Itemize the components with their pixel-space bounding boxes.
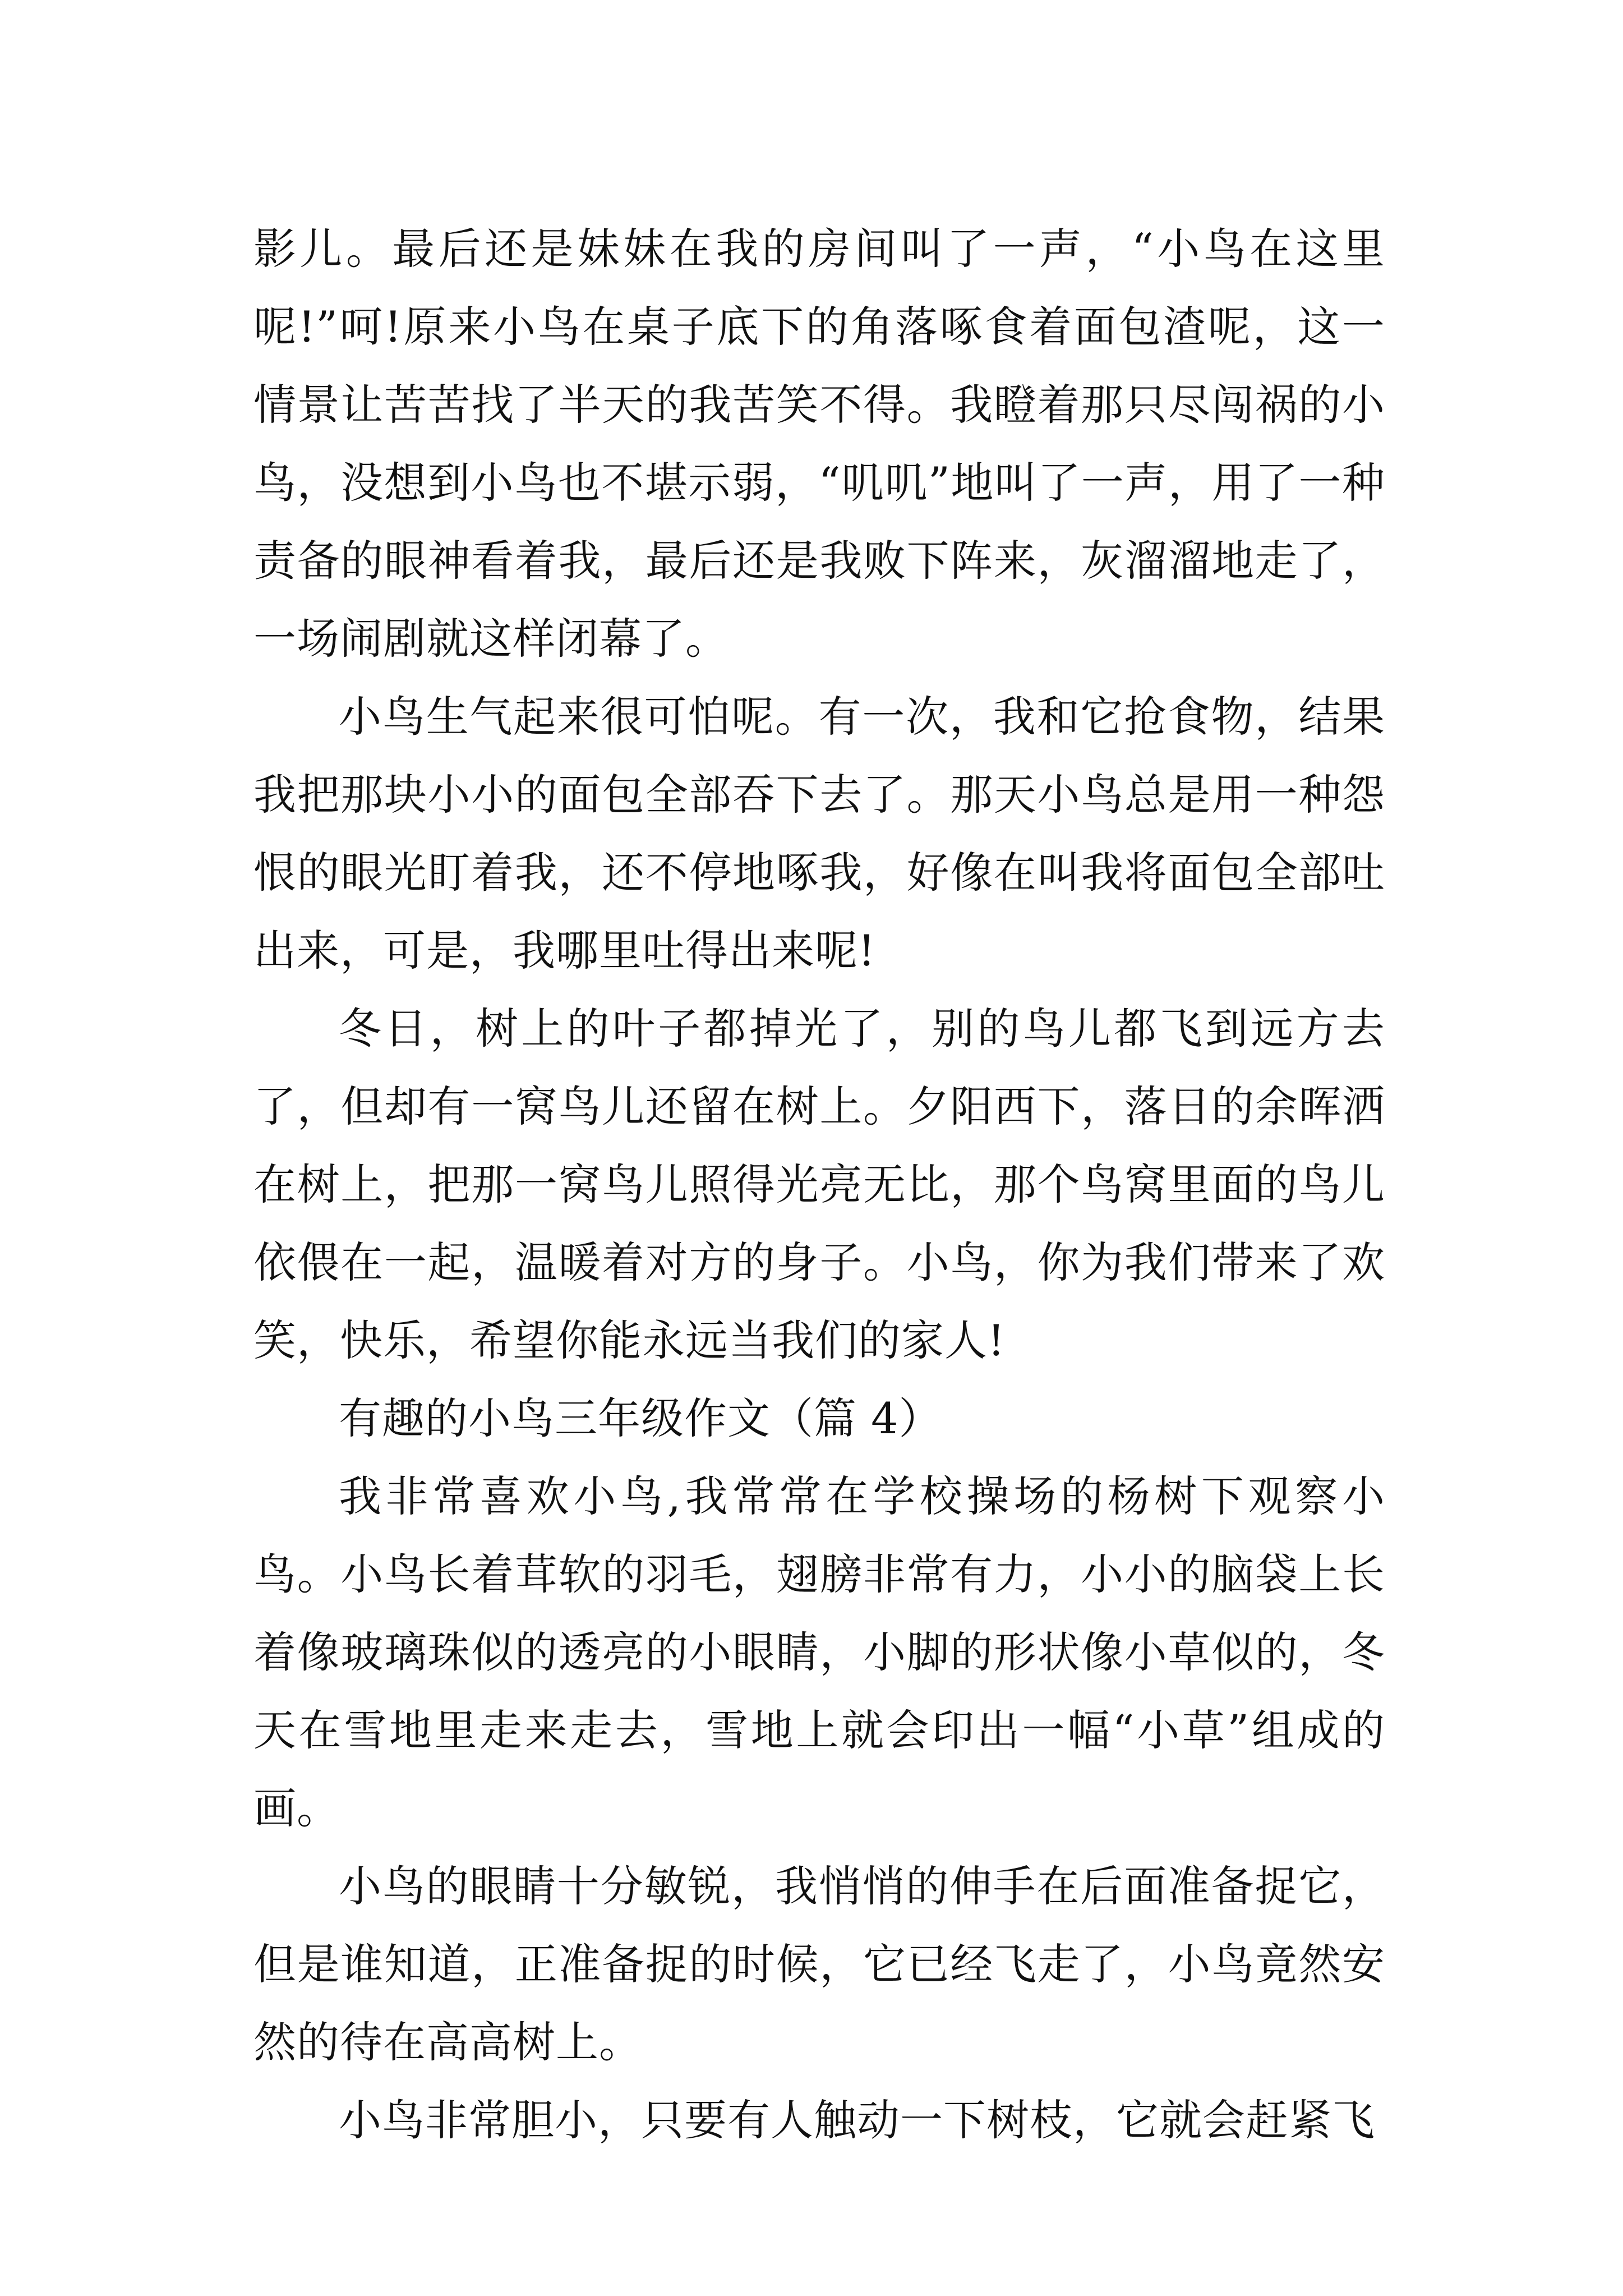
paragraph-5: 小鸟的眼睛十分敏锐，我悄悄的伸手在后面准备捉它，但是谁知道，正准备捉的时候，它已经飞走了，小鸟竟然安然的待在高高树上。 xyxy=(253,1861,1385,2067)
paragraph-6: 小鸟非常胆小，只要有人触动一下树枝，它就会赶紧飞 xyxy=(339,2095,1375,2145)
essay-body xyxy=(253,210,1385,2159)
essay-section-heading: 有趣的小鸟三年级作文（篇 4） xyxy=(339,1393,942,1443)
paragraph-2: 小鸟生气起来很可怕呢。有一次，我和它抢食物，结果我把那块小小的面包全部吞下去了。那天小鸟总是用一种怨恨的眼光盯着我，还不停地啄我，好像在叫我将面包全部吐出来，可是，我哪里吐得出来呢! xyxy=(253,692,1385,976)
paragraph-1: 影儿。最后还是妹妹在我的房间叫了一声，“小鸟在这里呢!”呵!原来小鸟在桌子底下的角落啄食着面包渣呢，这一情景让苦苦找了半天的我苦笑不得。我瞪着那只尽闯祸的小鸟，没想到小鸟也不堪示弱，“叽叽”地叫了一声，用了一种责备的眼神看着我，最后还是我败下阵来，灰溜溜地走了，一场闹剧就这样闭幕了。 xyxy=(253,224,1385,664)
paragraph-4: 我非常喜欢小鸟,我常常在学校操场的杨树下观察小鸟。小鸟长着茸软的羽毛，翅膀非常有力，小小的脑袋上长着像玻璃珠似的透亮的小眼睛，小脚的形状像小草似的，冬天在雪地里走来走去，雪地上就会印出一幅“小草”组成的画。 xyxy=(253,1471,1385,1833)
paragraph-3: 冬日，树上的叶子都掉光了，别的鸟儿都飞到远方去了，但却有一窝鸟儿还留在树上。夕阳西下，落日的余晖洒在树上，把那一窝鸟儿照得光亮无比，那个鸟窝里面的鸟儿依偎在一起，温暖着对方的身子。小鸟，你为我们带来了欢笑，快乐，希望你能永远当我们的家人! xyxy=(253,1004,1385,1365)
